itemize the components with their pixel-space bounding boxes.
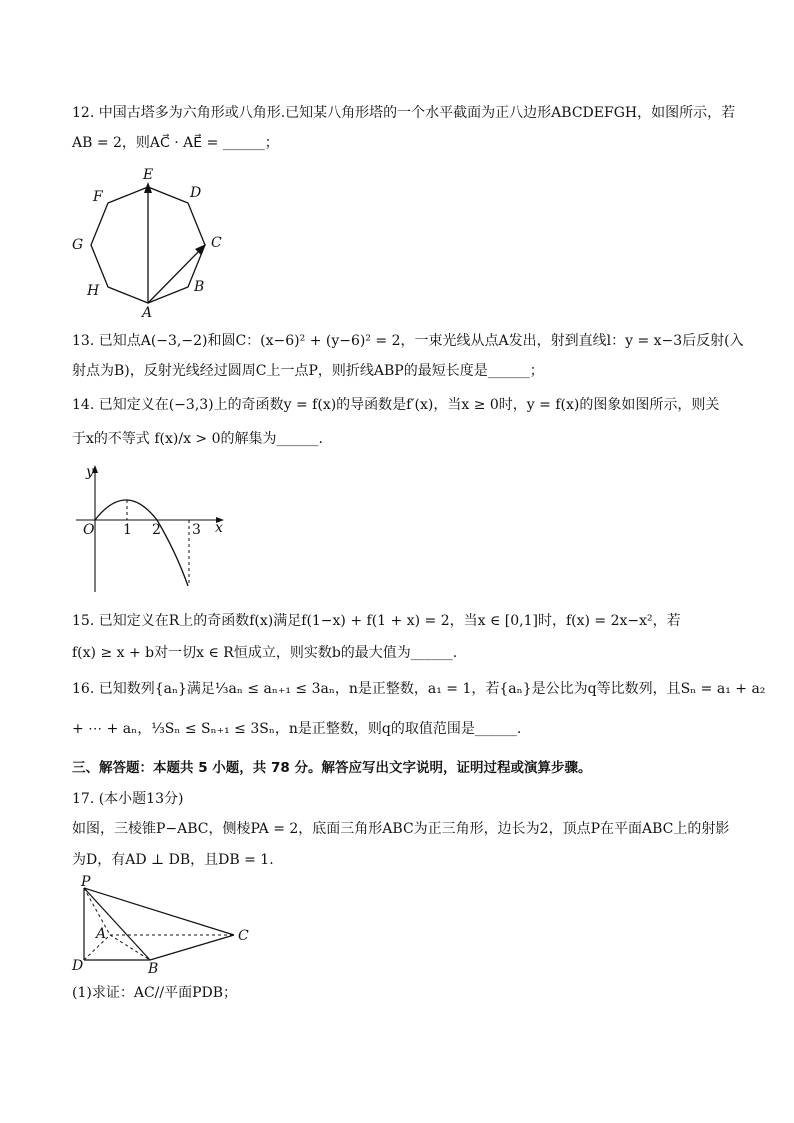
octagon-figure	[62, 163, 232, 321]
label-D: D	[190, 185, 202, 201]
tick-label-3: 3	[192, 522, 201, 538]
tick-label-2: 2	[152, 522, 161, 538]
q16-line2: + ⋯ + aₙ，⅓Sₙ ≤ Sₙ₊₁ ≤ 3Sₙ，n是正整数，则q的取值范围是______.	[72, 721, 522, 737]
q13-line2: 射点为B)，反射光线经过圆周C上一点P，则折线ABP的最短长度是______；	[72, 363, 544, 379]
label-P: P	[81, 874, 91, 890]
function-graph	[70, 462, 230, 597]
label-G: G	[72, 237, 84, 253]
q17-heading: 17. (本小题13分)	[72, 791, 184, 807]
label-A: A	[142, 305, 153, 321]
q14-line1: 14. 已知定义在(−3,3)上的奇函数y = f(x)的导函数是f′(x)，当x ≥ 0时，y = f(x)的图象如图所示，则关	[72, 397, 720, 413]
q12-line2: AB = 2，则AC⃗ · AE⃗ = ______；	[72, 135, 279, 151]
axis-label-y: y	[86, 464, 94, 480]
label-B: B	[194, 279, 205, 295]
label-C2: C	[238, 928, 249, 944]
q14-line2: 于x的不等式 f(x)/x > 0的解集为______.	[72, 431, 323, 447]
q15-line1: 15. 已知定义在R上的奇函数f(x)满足f(1−x) + f(1 + x) = 2，当x ∈ [0,1]时，f(x) = 2x−x²，若	[72, 613, 681, 629]
label-C: C	[211, 235, 222, 251]
q12-line1: 12. 中国古塔多为六角形或八角形.已知某八角形塔的一个水平截面为正八边形ABCDEFGH，如图所示，若	[72, 105, 736, 121]
q16-line1: 16. 已知数列{aₙ}满足⅓aₙ ≤ aₙ₊₁ ≤ 3aₙ，n是正整数，a₁ = 1，若{aₙ}是公比为q等比数列，且Sₙ = a₁ + a₂	[72, 681, 766, 697]
tick-label-1: 1	[123, 522, 132, 538]
q15-line2: f(x) ≥ x + b对一切x ∈ R恒成立，则实数b的最大值为______.	[72, 645, 458, 661]
label-A2: A	[96, 926, 107, 942]
q17-line2: 为D，有AD ⊥ DB，且DB = 1.	[72, 852, 274, 868]
q17-part1: (1)求证：AC//平面PDB；	[72, 985, 238, 1001]
label-F: F	[93, 189, 103, 205]
label-D2: D	[72, 958, 84, 974]
label-H: H	[87, 283, 100, 299]
section-heading: 三、解答题：本题共 5 小题，共 78 分。解答应写出文字说明，证明过程或演算步骤。	[72, 760, 592, 776]
label-B2: B	[148, 961, 159, 977]
origin-label: O	[83, 522, 95, 538]
label-E: E	[143, 167, 154, 183]
q13-line1: 13. 已知点A(−3,−2)和圆C：(x−6)² + (y−6)² = 2，一束光线从点A发出，射到直线l：y = x−3后反射(入	[72, 333, 744, 349]
pyramid-figure	[70, 876, 260, 976]
q17-line1: 如图，三棱锥P−ABC，侧棱PA = 2，底面三角形ABC为正三角形，边长为2，顶点P在平面ABC上的射影	[72, 821, 730, 837]
axis-label-x: x	[215, 520, 223, 536]
